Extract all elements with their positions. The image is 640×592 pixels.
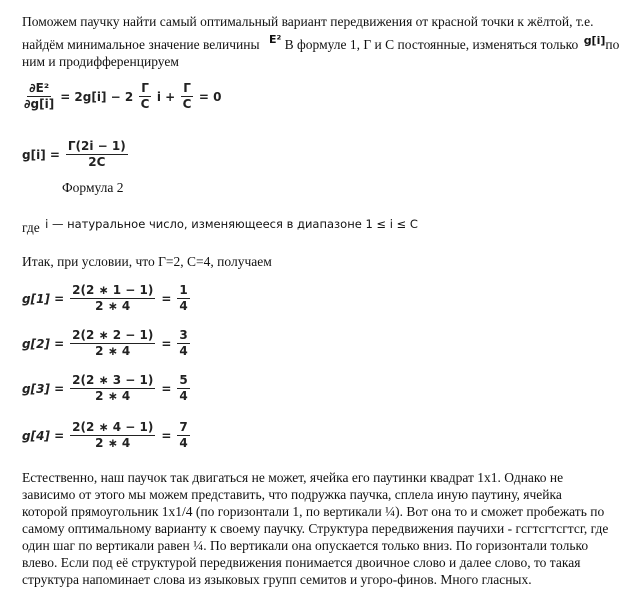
example-3-result <box>177 374 189 403</box>
example-4-result <box>177 421 189 450</box>
example-3-result-numerator: 5 <box>179 373 188 387</box>
derivative-equation <box>22 82 225 111</box>
example-4-numerator: 2(2 ∗ 4 − 1) <box>72 420 154 434</box>
conclusion-line-1: Естественно, наш паучок так двигаться не может, ячейка его паутинки квадрат 1х1. Однако не <box>22 470 564 485</box>
formula-2 <box>22 140 130 169</box>
conclusion-line-2: зависимо от этого мы можем представить, что подружка паучка, сплела иную паутину, ячейка <box>22 487 562 502</box>
formula-2-fraction <box>66 140 128 169</box>
example-row-1: g[1] = $\frac{2(2 ∗ 1 - 1)}{2 ∗ 4}$ = $\frac{1}{4}$ <box>22 283 188 313</box>
example-4-result-numerator: 7 <box>179 420 188 434</box>
derivative-fraction <box>24 82 54 111</box>
inline-symbol-e-squared: E² <box>268 33 282 46</box>
derivative-rhs-b: i + <box>156 89 176 104</box>
intro-line-1: Поможем паучку найти самый оптимальный вариант передвижения от красной точки к жёлтой, т.е. <box>22 14 594 29</box>
conclusion-line-4: самому оптимальному варианту к своему паучку. Структура передвижения паучихи - гсгтсгтсгтсг, где <box>22 521 609 536</box>
intro-line-2 <box>22 33 620 54</box>
where-text: i — натуральное число, изменяющееся в диапазоне 1 ≤ i ≤ C <box>45 217 418 231</box>
example-3-denominator: 2 ∗ 4 <box>95 389 131 403</box>
example-2-result-numerator: 3 <box>179 328 188 342</box>
example-2-numerator: 2(2 ∗ 2 − 1) <box>72 328 154 342</box>
example-4-lhs: g[4] = <box>22 428 65 443</box>
where-clause <box>22 216 418 235</box>
example-2-result <box>177 329 189 358</box>
example-2-fraction <box>70 329 155 358</box>
example-row-3: g[3] = $\frac{2(2 ∗ 3 - 1)}{2 ∗ 4}$ = $\frac{5}{4}$ <box>22 373 188 403</box>
derivative-numerator: ∂E² <box>29 81 50 95</box>
example-2-result-denominator: 4 <box>179 344 188 358</box>
conclusion-line-5: один шаг по вертикали равен ¼. По вертикали она опускается только вниз. По горизонтали только <box>22 538 589 553</box>
derivative-denominator: ∂g[i] <box>24 97 55 111</box>
conclusion-line-3: которой прямоугольник 1х1/4 (по горизонтали 1, по вертикали ¼). Вот она то и сможет пробежать по <box>22 504 605 519</box>
example-1-result-numerator: 1 <box>179 283 188 297</box>
derivative-rhs-c: = 0 <box>198 89 222 104</box>
conclusion-line-6: влево. Если под её структурой передвижения понимается двоичное слово и далее слово, то такая <box>22 555 581 570</box>
example-4-fraction <box>70 421 155 450</box>
fraction-1-numerator: Г <box>141 81 149 95</box>
example-1-fraction <box>70 284 155 313</box>
conclusion-line-7: структура напоминает слова из языковых групп семитов и угоро-финов. Много гласных. <box>22 572 532 587</box>
example-1-lhs: g[1] = <box>22 291 65 306</box>
example-3-numerator: 2(2 ∗ 3 − 1) <box>72 373 154 387</box>
derivative-fraction-1 <box>139 82 151 111</box>
intro-line-2-c: по <box>605 37 620 52</box>
intro-line-3: ним и продифференцируем <box>22 54 179 69</box>
condition-text: Итак, при условии, что Г=2, С=4, получаем <box>22 254 272 269</box>
example-row-4: g[4] = $\frac{2(2 ∗ 4 - 1)}{2 ∗ 4}$ = $\frac{7}{4}$ <box>22 420 188 450</box>
formula-2-numerator: Г(2i − 1) <box>67 139 126 153</box>
formula-2-lhs: g[i] = <box>22 147 60 162</box>
example-3-result-denominator: 4 <box>179 389 188 403</box>
fraction-2-numerator: Г <box>183 81 191 95</box>
derivative-fraction-2 <box>181 82 193 111</box>
example-1-result <box>177 284 189 313</box>
example-3-lhs: g[3] = <box>22 381 65 396</box>
formula-2-denominator: 2C <box>88 155 106 169</box>
example-1-numerator: 2(2 ∗ 1 − 1) <box>72 283 154 297</box>
intro-line-2-a: найдём минимальное значение величины <box>22 37 260 52</box>
example-1-result-denominator: 4 <box>179 299 188 313</box>
example-1-denominator: 2 ∗ 4 <box>95 299 131 313</box>
example-3-fraction <box>70 374 155 403</box>
intro-line-2-b: В формуле 1, Г и С постоянные, изменяться только <box>284 37 579 52</box>
example-2-lhs: g[2] = <box>22 336 65 351</box>
formula-2-caption: Формула 2 <box>62 180 124 195</box>
example-row-2: g[2] = $\frac{2(2 ∗ 2 - 1)}{2 ∗ 4}$ = $\frac{3}{4}$ <box>22 328 188 358</box>
inline-symbol-g-i: g[i] <box>583 34 606 47</box>
example-2-denominator: 2 ∗ 4 <box>95 344 131 358</box>
example-4-denominator: 2 ∗ 4 <box>95 436 131 450</box>
example-4-result-denominator: 4 <box>179 436 188 450</box>
fraction-1-denominator: C <box>140 97 150 111</box>
derivative-rhs-a: = 2g[i] − 2 <box>60 89 134 104</box>
fraction-2-denominator: C <box>182 97 192 111</box>
where-prefix: где <box>22 220 40 235</box>
